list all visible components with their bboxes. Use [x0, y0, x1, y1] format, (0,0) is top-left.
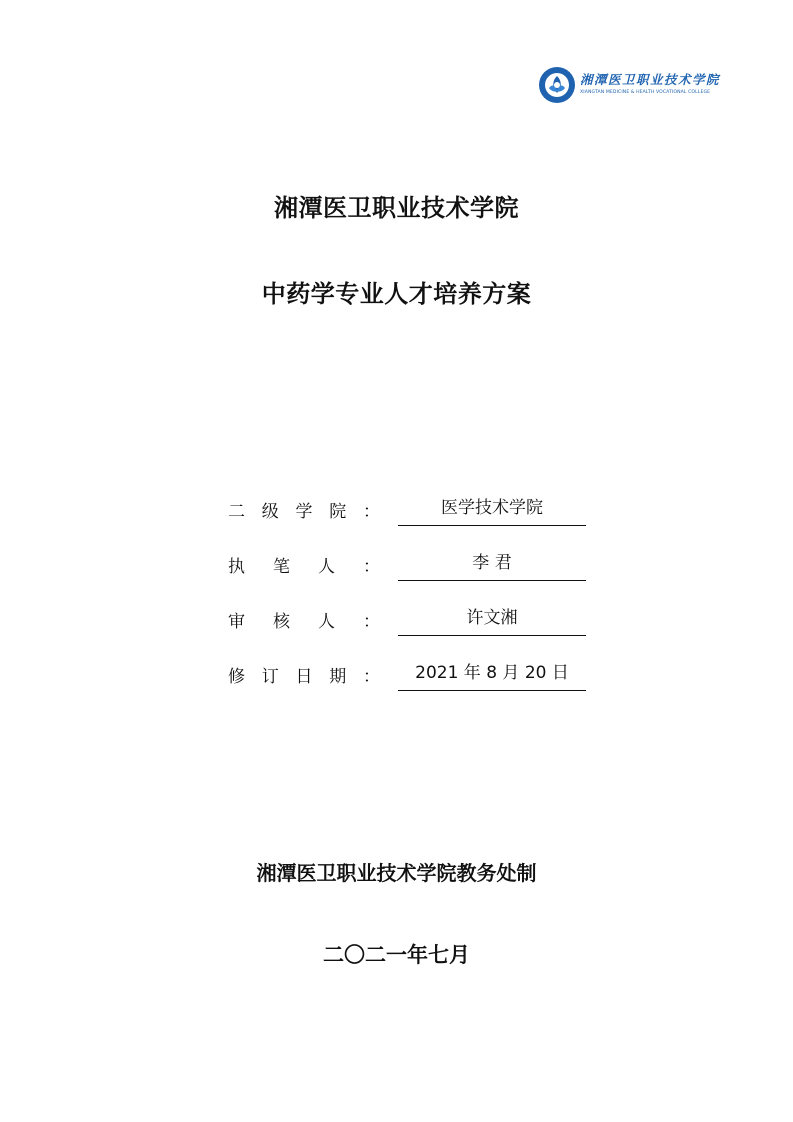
info-value: 2021 年 8 月 20 日: [398, 658, 586, 691]
college-emblem-icon: [538, 66, 576, 104]
college-logo: [538, 66, 721, 104]
info-row-reviewer: [228, 603, 588, 643]
logo-name-en: XIANGTAN MEDICINE & HEALTH VOCATIONAL COLLEGE: [580, 90, 711, 95]
info-label: 审 核 人 ：: [228, 612, 380, 632]
info-row-department: [228, 493, 588, 533]
info-row-author: [228, 548, 588, 588]
info-label: 二 级 学 院 ：: [228, 502, 380, 522]
issuer-line: 湘潭医卫职业技术学院教务处制: [256, 861, 537, 885]
info-value: 医学技术学院: [398, 493, 586, 526]
info-label: 执 笔 人 ：: [228, 557, 380, 577]
issue-date: 二〇二一年七月: [323, 943, 470, 967]
logo-name-cn: 湘潭医卫职业技术学院: [580, 72, 721, 87]
info-row-revision-date: [228, 658, 588, 698]
school-title: 湘潭医卫职业技术学院: [274, 194, 519, 222]
info-label: 修 订 日 期 ：: [228, 667, 380, 687]
document-title: 中药学专业人才培养方案: [261, 280, 532, 308]
info-value: 李 君: [398, 548, 586, 581]
info-value: 许文湘: [398, 603, 586, 636]
